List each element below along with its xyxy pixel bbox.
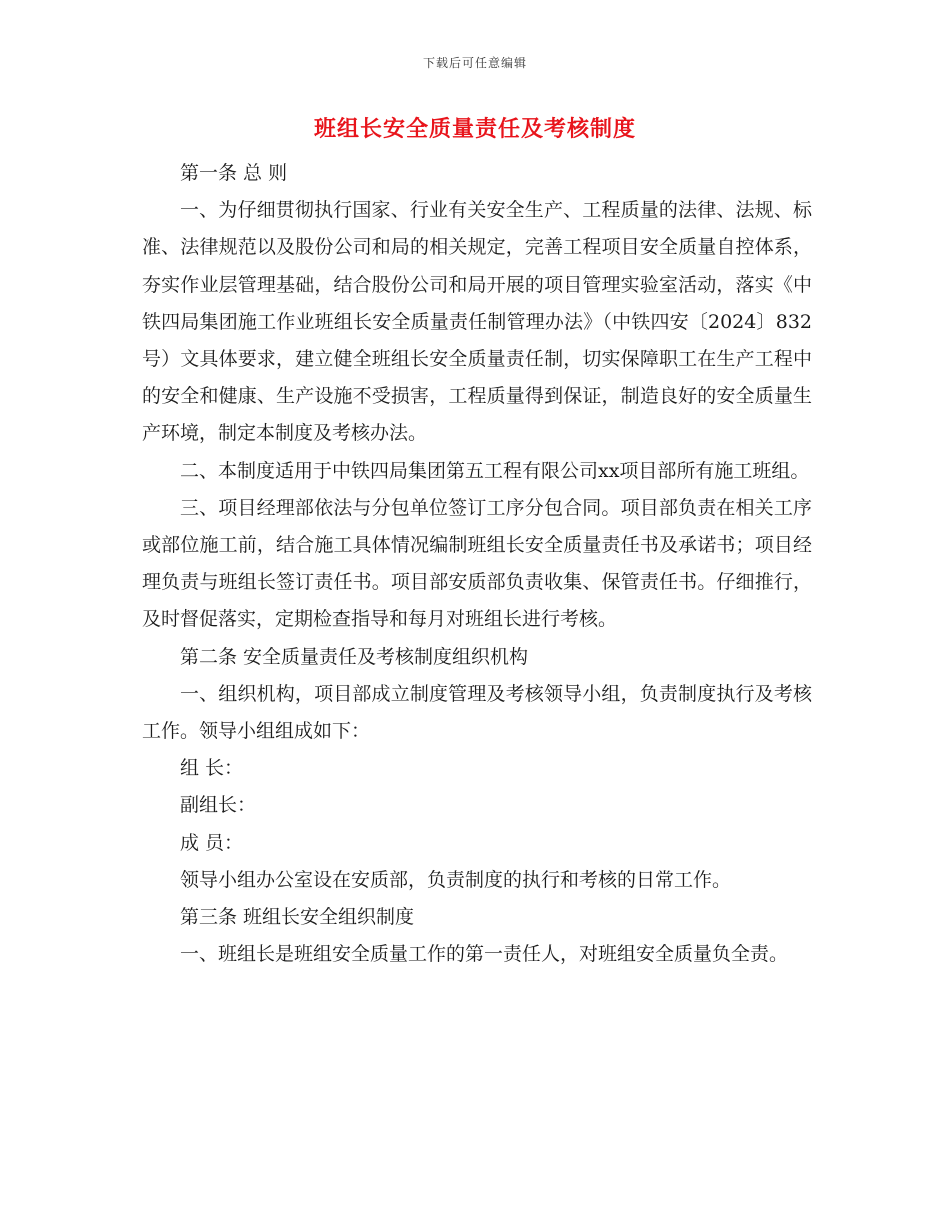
- article-3-heading: 第三条 班组长安全组织制度: [180, 906, 415, 929]
- article-2-heading: 第二条 安全质量责任及考核制度组织机构: [180, 645, 529, 668]
- document-body: [142, 155, 812, 973]
- article-1-clause-3: 三、项目经理部依法与分包单位签订工序分包合同。项目部负责在相关工序或部位施工前，结合施工具体情况编制班组长安全质量责任书及承诺书；项目经理负责与班组长签订责任书。项目部安质部负责收集、保管责任书。仔细推行，及时督促落实，定期检查指导和每月对班组长进行考核。: [142, 496, 812, 631]
- deputy-leader-line: 副组长：: [180, 794, 257, 817]
- office-line: 领导小组办公室设在安质部，负责制度的执行和考核的日常工作。: [180, 868, 732, 891]
- header-note: 下载后可任意编辑: [422, 56, 527, 70]
- members-line: 成 员：: [180, 831, 244, 854]
- article-3-clause-1: 一、班组长是班组安全质量工作的第一责任人，对班组安全质量负全责。: [180, 943, 789, 966]
- group-leader-line: 组 长：: [180, 757, 244, 780]
- article-1-clause-2: 二、本制度适用于中铁四局集团第五工程有限公司xx项目部所有施工班组。: [180, 459, 810, 482]
- article-2-clause-1: 一、组织机构，项目部成立制度管理及考核领导小组，负责制度执行及考核工作。领导小组组成如下：: [142, 682, 812, 743]
- document-title: 班组长安全质量责任及考核制度: [313, 116, 636, 142]
- article-1-clause-1: 一、为仔细贯彻执行国家、行业有关安全生产、工程质量的法律、法规、标准、法律规范以及股份公司和局的相关规定，完善工程项目安全质量自控体系，夯实作业层管理基础，结合股份公司和局开展的项目管理实验室活动，落实《中铁四局集团施工作业班组长安全质量责任制管理办法》（中铁四安〔2024〕832号）文具体要求，建立健全班组长安全质量责任制，切实保障职工在生产工程中的安全和健康、生产设施不受损害，工程质量得到保证，制造良好的安全质量生产环境，制定本制度及考核办法。: [142, 199, 812, 445]
- article-1-heading: 第一条 总 则: [180, 162, 288, 184]
